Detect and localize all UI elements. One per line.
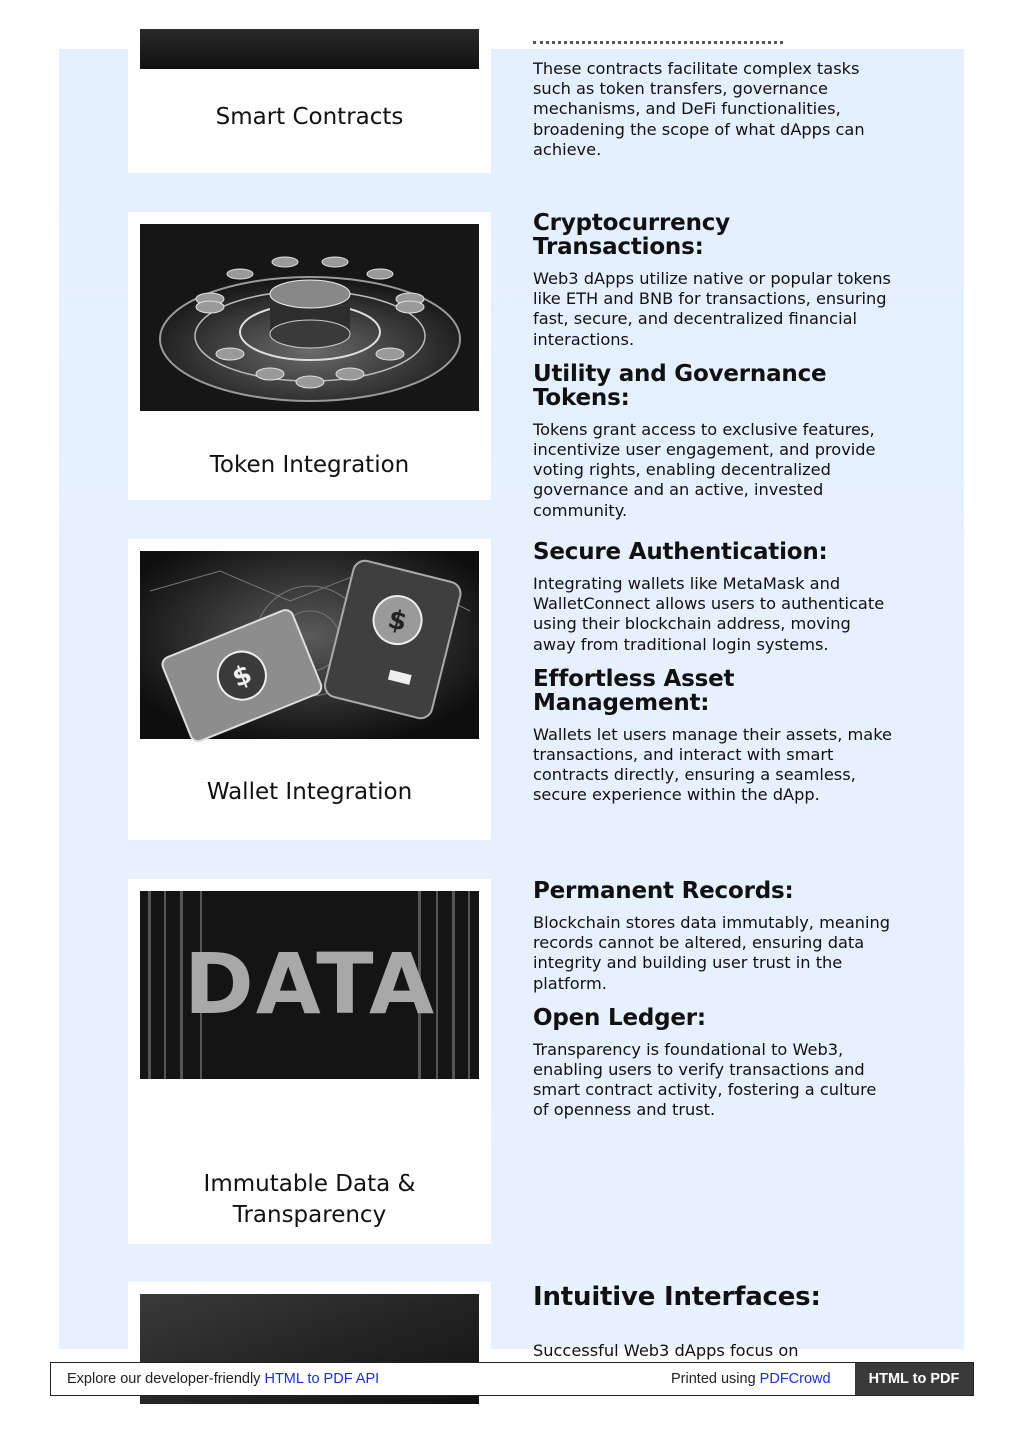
- description-text: Transparency is foundational to Web3, enabling users to verify transactions and smart contract activity, fostering a culture of openness and trust.: [533, 1039, 877, 1120]
- data-matrix-illustration: [140, 891, 479, 1079]
- feature-description-token-integration: [533, 211, 895, 521]
- page-background: [59, 49, 964, 1360]
- footer-printed: [671, 1371, 831, 1387]
- feature-description-smart-contracts: [533, 37, 895, 160]
- wallet-integration-image: [140, 551, 479, 739]
- description-text: Successful Web3 dApps focus on: [533, 1341, 799, 1360]
- section-heading: Effortless Asset Management:: [533, 665, 735, 716]
- footer-explore-text: Explore our developer-friendly: [67, 1371, 265, 1387]
- description-text: Web3 dApps utilize native or popular tokens like ETH and BNB for transactions, ensuring fast, secure, and decentralized financial interactions.: [533, 269, 891, 349]
- html-to-pdf-api-link[interactable]: HTML to PDF API: [264, 1371, 380, 1387]
- feature-description-immutable-data: [533, 879, 895, 1121]
- wallet-cards-illustration: [140, 551, 479, 739]
- description-text: Wallets let users manage their assets, make transactions, and interact with smart contracts directly, ensuring a seamless, secure experience within the dApp.: [533, 724, 892, 805]
- pdfcrowd-link[interactable]: PDFCrowd: [759, 1371, 831, 1387]
- token-integration-image: [140, 224, 479, 411]
- footer-explore: [67, 1371, 379, 1387]
- section-heading: Intuitive Interfaces:: [533, 1282, 821, 1312]
- smart-contracts-image: [140, 29, 479, 69]
- card-title: Token Integration: [209, 452, 410, 478]
- svg-text:$: $: [228, 659, 257, 694]
- card-title: Immutable Data & Transparency: [203, 1171, 416, 1228]
- section-heading: Secure Authentication:: [533, 539, 828, 565]
- cropped-heading-remnant: [533, 37, 895, 59]
- footer-printed-text: Printed using: [671, 1371, 760, 1387]
- section-heading: Permanent Records:: [533, 878, 794, 904]
- feature-card-wallet-integration: [128, 539, 491, 840]
- feature-card-token-integration: [128, 212, 491, 500]
- description-text: Tokens grant access to exclusive features, incentivize user engagement, and provide voting rights, enabling decentralized governance and an active, invested community.: [533, 419, 876, 520]
- feature-card-immutable-data: [128, 879, 491, 1244]
- html-to-pdf-button[interactable]: HTML to PDF: [855, 1363, 973, 1395]
- card-title: Smart Contracts: [215, 104, 404, 130]
- description-text: Integrating wallets like MetaMask and WalletConnect allows users to authenticate using their blockchain address, moving away from traditional login systems.: [533, 574, 885, 654]
- feature-description-wallet-integration: [533, 540, 895, 806]
- data-image-text: DATA: [183, 935, 437, 1033]
- description-text: Blockchain stores data immutably, meaning records cannot be altered, ensuring data integrity and building user trust in the platform.: [533, 913, 891, 993]
- coin-platform-illustration: [140, 224, 479, 411]
- section-heading: Open Ledger:: [533, 1004, 706, 1031]
- description-text: These contracts facilitate complex tasks such as token transfers, governance mechanisms, and DeFi functionalities, broadening the scope of what dApps can achieve.: [533, 59, 865, 159]
- feature-card-smart-contracts: [128, 29, 491, 173]
- print-footer: [50, 1362, 974, 1396]
- card-title: Wallet Integration: [206, 779, 413, 805]
- svg-text:$: $: [384, 604, 410, 638]
- section-heading: Cryptocurrency Transactions:: [533, 210, 730, 260]
- immutable-data-image: [140, 891, 479, 1079]
- feature-description-intuitive-interfaces: [533, 1283, 895, 1361]
- section-heading: Utility and Governance Tokens:: [533, 360, 827, 411]
